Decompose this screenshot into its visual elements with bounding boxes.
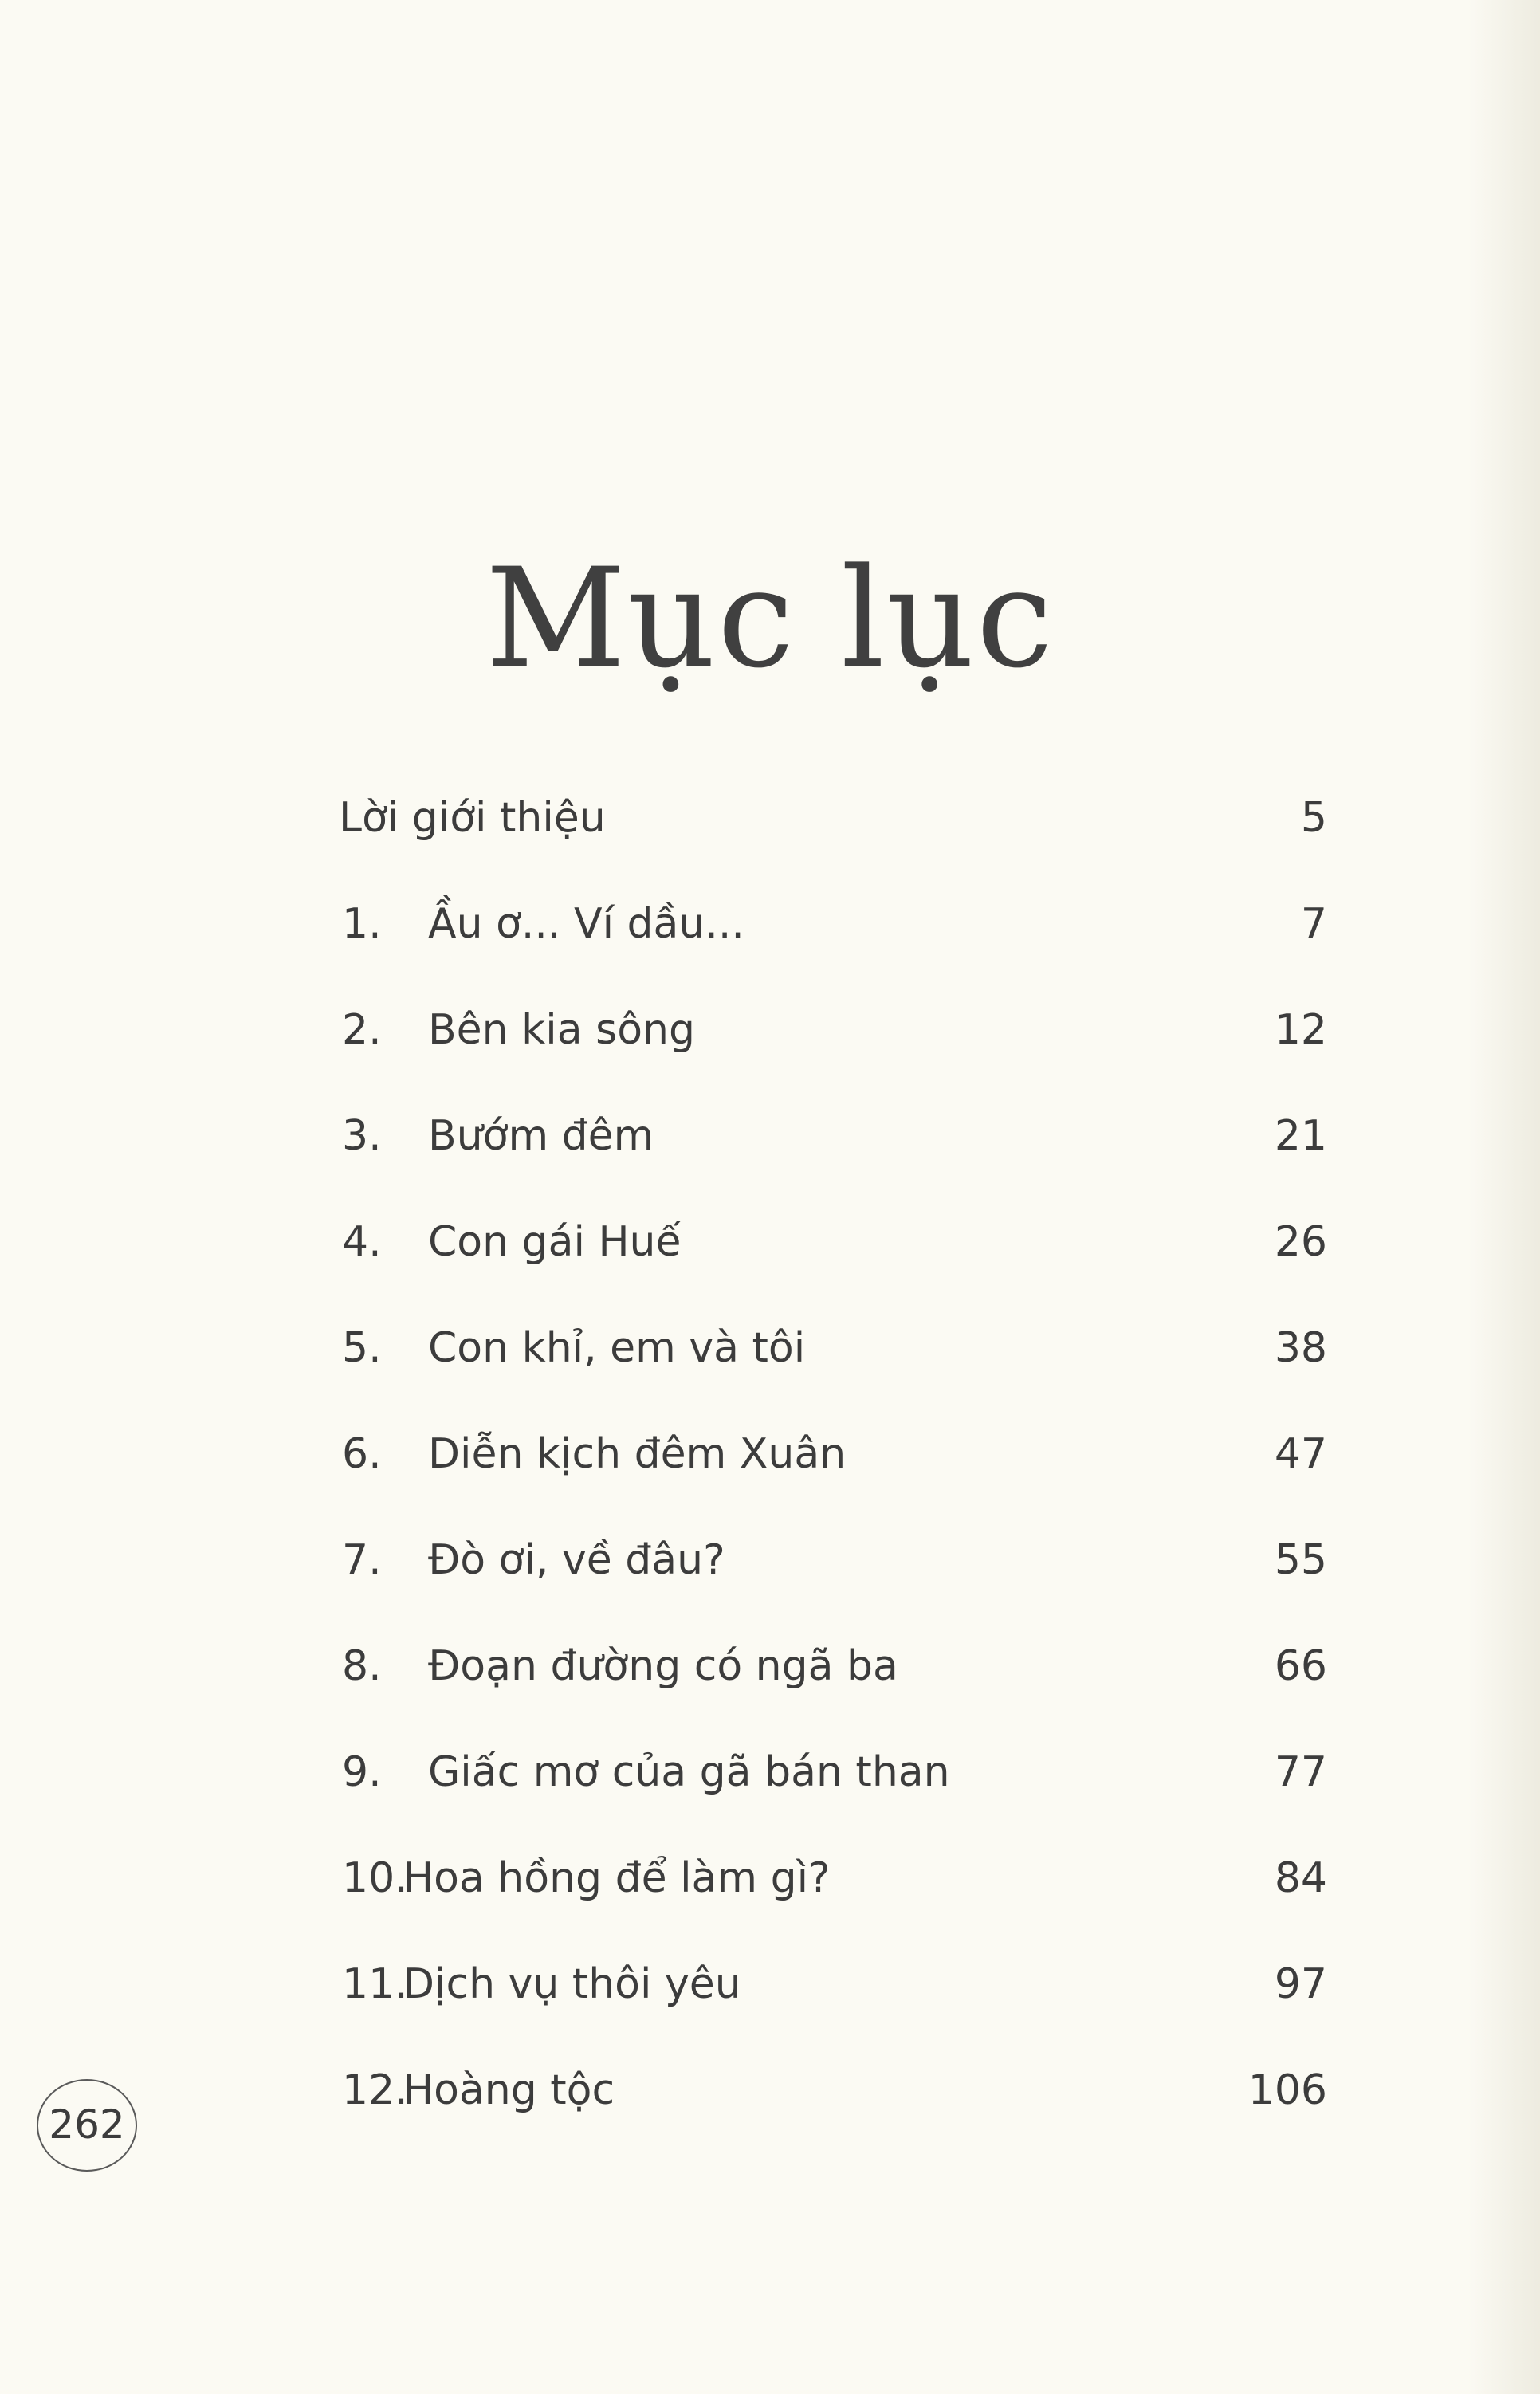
toc-entry-page: 5 <box>1300 794 1327 842</box>
toc-entry-page: 12 <box>1274 1006 1327 1054</box>
toc-row <box>339 871 1327 977</box>
toc-entry-label: Diễn kịch đêm Xuân <box>428 1430 847 1478</box>
page-edge-shadow <box>1468 0 1540 2394</box>
toc-row <box>339 1295 1327 1401</box>
toc-row <box>339 1826 1327 1932</box>
toc-row <box>339 1508 1327 1614</box>
toc-entry-page: 55 <box>1274 1536 1327 1584</box>
toc-entry-page: 38 <box>1274 1324 1327 1372</box>
toc-entry-page: 47 <box>1274 1430 1327 1478</box>
toc-entry-page: 26 <box>1274 1218 1327 1266</box>
toc-entry-number: 8. <box>342 1642 382 1690</box>
toc-row <box>339 1401 1327 1508</box>
toc-entry-number: 6. <box>342 1430 382 1478</box>
toc-entry-number: 4. <box>342 1218 382 1266</box>
toc-entry-label: Dịch vụ thôi yêu <box>403 1960 741 2008</box>
toc-entry-number: 10. <box>342 1854 408 1902</box>
toc-row <box>339 1083 1327 1189</box>
toc-entry-page: 21 <box>1274 1112 1327 1160</box>
toc-entry-label: Hoàng tộc <box>403 2066 615 2114</box>
table-of-contents <box>339 765 1327 2144</box>
page-title: Mục lục <box>485 538 1055 699</box>
toc-entry-number: 11. <box>342 1960 408 2008</box>
toc-entry-page: 66 <box>1274 1642 1327 1690</box>
toc-entry-label: Bướm đêm <box>428 1112 654 1160</box>
toc-entry-label: Đò ơi, về đâu? <box>428 1536 725 1584</box>
toc-entry-label: Con gái Huế <box>428 1218 682 1266</box>
toc-entry-page: 84 <box>1274 1854 1327 1902</box>
toc-entry-label: Bên kia sông <box>428 1006 695 1054</box>
toc-entry-number: 3. <box>342 1112 382 1160</box>
toc-row <box>339 977 1327 1083</box>
toc-row <box>339 2038 1327 2144</box>
toc-entry-page: 106 <box>1247 2066 1327 2114</box>
toc-entry-number: 12. <box>342 2066 408 2114</box>
page-number-badge: 262 <box>37 2079 137 2172</box>
toc-entry-number: 7. <box>342 1536 382 1584</box>
toc-entry-label: Ầu ơ... Ví dầu... <box>428 900 744 948</box>
toc-entry-number: 5. <box>342 1324 382 1372</box>
toc-entry-page: 77 <box>1274 1748 1327 1796</box>
toc-entry-page: 97 <box>1274 1960 1327 2008</box>
toc-entry-number: 2. <box>342 1006 382 1054</box>
toc-row <box>339 1932 1327 2038</box>
toc-entry-label: Con khỉ, em và tôi <box>428 1324 806 1372</box>
toc-entry-number: 9. <box>342 1748 382 1796</box>
toc-entry-label: Đoạn đường có ngã ba <box>428 1642 898 1690</box>
toc-row <box>339 1720 1327 1826</box>
toc-row <box>339 1189 1327 1295</box>
toc-row-intro <box>339 765 1327 871</box>
toc-entry-number: 1. <box>342 900 382 948</box>
toc-row <box>339 1614 1327 1720</box>
toc-entry-label: Lời giới thiệu <box>339 794 606 842</box>
toc-entry-label: Hoa hồng để làm gì? <box>403 1854 831 1902</box>
toc-entry-page: 7 <box>1300 900 1327 948</box>
toc-entry-label: Giấc mơ của gã bán than <box>428 1748 950 1796</box>
